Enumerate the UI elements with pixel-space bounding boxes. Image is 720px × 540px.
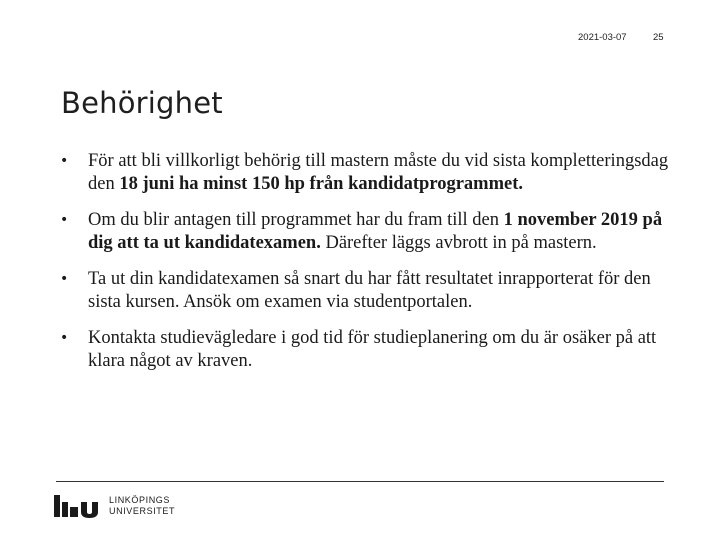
bullet-item	[60, 209, 670, 254]
bullet-text-bold: 1 november 2019 på dig att ta ut kandidatexamen.	[88, 210, 663, 253]
bullet-text: För att bli villkorligt behörig till mastern måste du vid sista kompletteringsdag den	[88, 151, 669, 194]
footer-divider	[56, 481, 664, 482]
bullet-item	[60, 268, 670, 313]
bullet-marker: •	[60, 271, 69, 287]
slide-date: 2021-03-07	[578, 32, 627, 43]
bullet-text: Om du blir antagen till programmet har du fram till den	[88, 210, 504, 230]
bullet-text: Ta ut din kandidatexamen så snart du har fått resultatet inrapporterat för den sista kursen. Ansök om examen via studentportalen.	[88, 269, 651, 312]
bullet-text: Kontakta studievägledare i god tid för studieplanering om du är osäker på att klara något av kraven.	[88, 328, 657, 371]
slide-title: Behörighet	[61, 86, 223, 120]
logo-text-line2: UNIVERSITET	[109, 506, 176, 516]
bullet-marker: •	[60, 153, 69, 169]
bullet-marker: •	[60, 212, 69, 228]
bullet-text-bold: 18 juni ha minst 150 hp från kandidatprogrammet.	[119, 173, 523, 194]
bullet-text: Därefter läggs avbrott in på mastern.	[320, 232, 597, 253]
bullet-list	[60, 150, 670, 386]
liu-logo-icon	[54, 492, 104, 520]
logo-text-line1: LINKÖPINGS	[109, 495, 171, 505]
bullet-marker: •	[60, 330, 69, 346]
bullet-item	[60, 150, 670, 195]
page-number: 25	[653, 32, 664, 43]
logo-wordmark	[109, 495, 175, 517]
bullet-item	[60, 327, 670, 372]
university-logo	[54, 492, 175, 520]
